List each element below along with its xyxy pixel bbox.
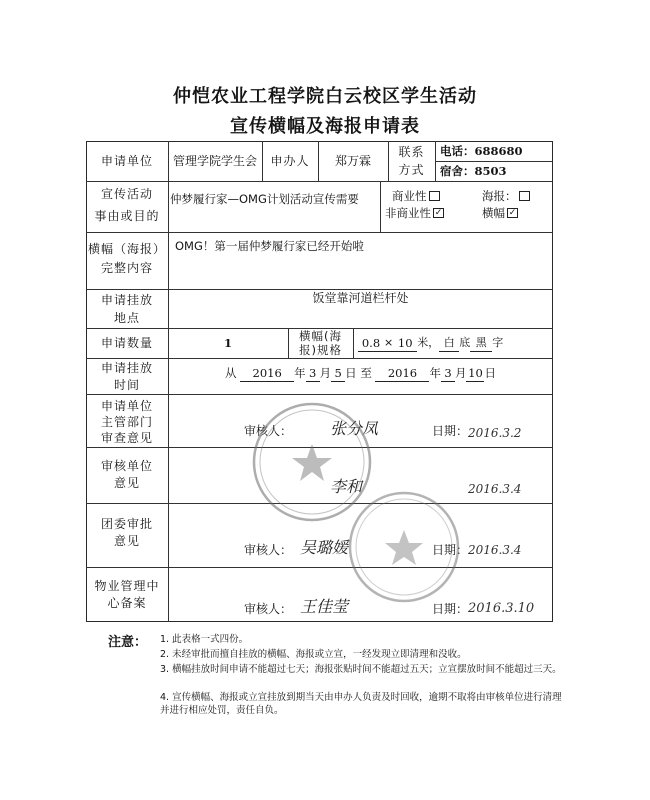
spec-fg: 黑 [470, 335, 492, 352]
organizer-value: 郑万霖 [334, 154, 371, 168]
start-month: 3 [306, 365, 320, 382]
start-year: 2016 [240, 365, 294, 382]
review3-reviewer-label: 审核人： [244, 543, 293, 557]
review1-date: 2016.3.2 [468, 426, 522, 440]
end-day-unit: 日 [484, 366, 496, 380]
end-month-unit: 月 [454, 366, 467, 380]
note-item-2: 2. 未经审批而擅自挂放的横幅、海报或立宣，一经发现立即清理和没收。 [160, 649, 467, 660]
content-label-2: 完整内容 [100, 261, 153, 275]
content-label-1: 横幅（海报） [87, 242, 166, 256]
time-label-1: 申请挂放 [100, 360, 153, 375]
poster-option [482, 188, 552, 204]
review2-date: 2016.3.4 [468, 482, 522, 496]
review4-label-2: 心备案 [107, 595, 147, 610]
form-title-line2: 宣传横幅及海报申请表 [230, 116, 420, 137]
start-day-unit: 日 [345, 366, 357, 380]
review1-label-3: 审查意见 [100, 430, 153, 445]
time-from: 从 [225, 366, 237, 380]
end-month: 3 [441, 365, 455, 382]
location-label-1: 申请挂放 [100, 292, 153, 307]
time-label-2: 时间 [113, 377, 140, 392]
contact-label-2: 方式 [398, 163, 425, 177]
banner-checkmark-icon: ✓ [508, 208, 517, 218]
review2-signature: 李和 [330, 477, 363, 496]
review3-date: 2016.3.4 [468, 543, 522, 557]
review1-date-label: 日期： [432, 424, 469, 438]
organizer-label: 申办人 [270, 154, 310, 168]
review4-signature: 王佳莹 [300, 597, 349, 616]
spec-label-1: 横幅(海 [299, 329, 342, 343]
spec-bg-suffix: 底 [459, 336, 471, 349]
commercial-option [392, 188, 472, 204]
review2-label-1: 审核单位 [100, 458, 153, 473]
spec-bg: 白 [439, 335, 459, 352]
review3-date-label: 日期： [432, 543, 469, 557]
applicant-label: 申请单位 [100, 154, 153, 168]
end-day: 10 [468, 365, 483, 380]
review3-label-2: 意见 [113, 533, 140, 548]
commercial-checkbox-icon [429, 191, 440, 201]
review4-date-label: 日期： [432, 602, 469, 616]
spec-times: × [384, 335, 393, 352]
banner-option [482, 205, 552, 221]
contact-label-1: 联系 [398, 145, 425, 159]
purpose-label-2: 事由或目的 [94, 209, 160, 223]
note-item-3: 3. 横幅挂放时间申请不能超过七天；海报张贴时间不能超过五天；立宣摆放时间不能超过三天。 [160, 664, 562, 675]
form-title-line1: 仲恺农业工程学院白云校区学生活动 [173, 86, 477, 107]
spec-label-2: 报)规格 [299, 343, 342, 357]
start-day: 5 [331, 365, 345, 382]
time-to: 至 [360, 366, 372, 380]
banner-label: 横幅 [482, 206, 505, 220]
spec-width: 0.8 [358, 335, 384, 352]
start-month-unit: 月 [319, 366, 332, 380]
location-label-2: 地点 [113, 311, 140, 325]
review4-date: 2016.3.10 [468, 601, 535, 616]
note-item-1: 1. 此表格一式四份。 [160, 634, 249, 645]
seal-stamp-2 [345, 488, 463, 606]
time-value [168, 362, 553, 384]
review4-label-1: 物业管理中 [94, 578, 160, 593]
noncommercial-option [385, 205, 475, 221]
notes-heading: 注意： [108, 635, 148, 650]
review3-label-1: 团委审批 [100, 516, 153, 531]
review4-reviewer-label: 审核人： [244, 602, 293, 616]
end-year-unit: 年 [429, 366, 441, 380]
spec-length: 10 [393, 335, 417, 352]
review3-signature: 吴璐媛 [300, 538, 349, 557]
quantity-value: 1 [223, 336, 232, 350]
start-year-unit: 年 [294, 366, 306, 380]
purpose-value: 仲梦履行家—OMG计划活动宣传需要 [170, 192, 359, 206]
purpose-label-1: 宣传活动 [100, 187, 153, 201]
content-value: OMG！第一届仲梦履行家已经开始啦 [175, 239, 364, 253]
review1-signature: 张分凤 [330, 419, 379, 438]
dorm-value: 宿舍：8503 [440, 164, 507, 178]
review1-reviewer-label: 审核人： [244, 424, 293, 438]
spec-value [358, 334, 553, 352]
review2-label-2: 意见 [113, 475, 140, 490]
note-item-4: 4. 宣传横幅、海报或立宣挂放到期当天由申办人负责及时回收，逾期不取将由审核单位进行清理并进行相应处罚，责任自负。 [160, 692, 562, 716]
review1-label-2: 主管部门 [100, 414, 153, 429]
noncommercial-label: 非商业性 [385, 206, 431, 220]
poster-label: 海报： [482, 189, 517, 203]
poster-checkbox-icon [519, 191, 530, 201]
noncommercial-checkmark-icon: ✓ [434, 208, 443, 218]
applicant-value: 管理学院学生会 [172, 154, 257, 168]
spec-fg-suffix: 字 [492, 336, 504, 349]
review1-label-1: 申请单位 [100, 398, 153, 413]
quantity-label: 申请数量 [100, 336, 153, 350]
location-value: 饭堂靠河道栏杆处 [312, 291, 409, 305]
spec-unit: 米， [417, 336, 440, 349]
end-year: 2016 [375, 365, 429, 382]
phone-value: 电话：688680 [440, 144, 523, 158]
commercial-label: 商业性 [392, 189, 427, 203]
